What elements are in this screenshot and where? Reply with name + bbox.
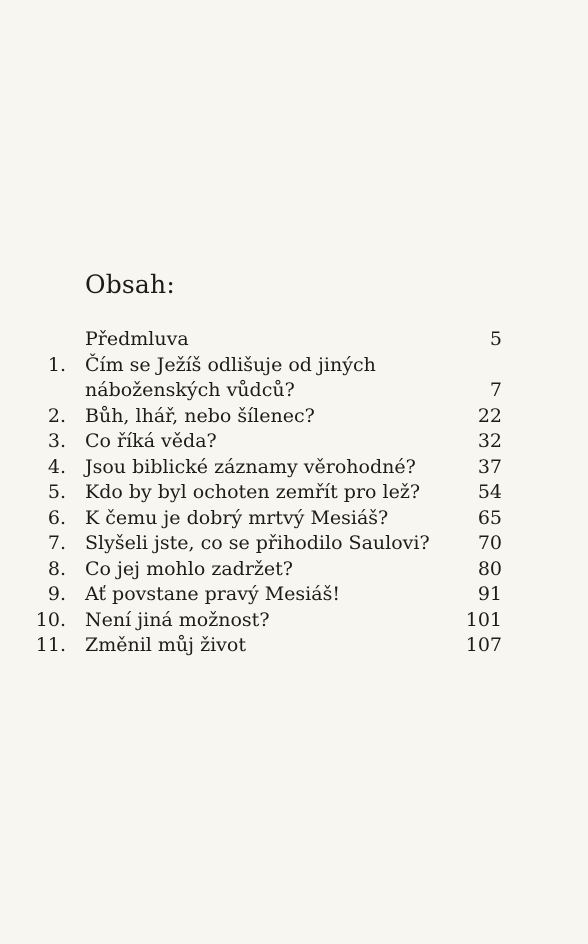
- toc-entry: [0, 327, 588, 352]
- toc-entry-title: náboženských vůdců?: [85, 379, 295, 401]
- toc-entry-number: 9.: [47, 583, 66, 605]
- toc-entry-title: Předmluva: [85, 328, 189, 350]
- toc-entry-page: 22: [477, 404, 502, 427]
- toc-entry: [0, 608, 588, 633]
- toc-entry-number: 8.: [47, 557, 66, 580]
- toc-entry: [0, 531, 588, 556]
- toc-entry: [0, 404, 588, 429]
- toc-entry-page: 5: [489, 328, 502, 350]
- toc-entry-number: 4.: [47, 455, 66, 478]
- toc-entry-title: Jsou biblické záznamy věrohodné?: [85, 455, 416, 478]
- toc-entry-page: 91: [477, 583, 502, 605]
- toc-entry-title: Bůh, lhář, nebo šílenec?: [85, 404, 315, 427]
- toc-entry: [0, 557, 588, 582]
- toc-entry-number: 6.: [47, 506, 66, 529]
- toc-entry-number: 7.: [47, 532, 66, 554]
- toc-entry-page: 65: [477, 506, 502, 529]
- toc-entry: [0, 455, 588, 480]
- toc-entry-page: 54: [477, 481, 502, 503]
- toc-entry: [0, 429, 588, 454]
- toc-entry-page: 101: [465, 608, 502, 631]
- toc-entry-title: Kdo by byl ochoten zemřít pro lež?: [85, 481, 421, 503]
- toc-entry-page: 7: [489, 379, 502, 401]
- toc-entry: [0, 353, 588, 378]
- toc-entry-number: 11.: [35, 634, 66, 656]
- toc-entry-page: 37: [477, 455, 502, 478]
- toc-entry-title: Ať povstane pravý Mesiáš!: [85, 583, 340, 605]
- toc-entry: [0, 480, 588, 505]
- toc-entry-number: 5.: [47, 481, 66, 503]
- toc-entry: [0, 378, 588, 403]
- toc-entry: [0, 506, 588, 531]
- toc-entry-title: Změnil můj život: [85, 634, 246, 656]
- toc-entry: [0, 582, 588, 607]
- toc-entry-title: Co říká věda?: [85, 430, 217, 452]
- toc-heading: Obsah:: [85, 270, 175, 299]
- toc-entry-number: 1.: [47, 353, 66, 376]
- toc-entry-title: Není jiná možnost?: [85, 608, 270, 631]
- toc-entry-page: 107: [465, 634, 502, 656]
- toc-entry-title: K čemu je dobrý mrtvý Mesiáš?: [85, 506, 389, 529]
- toc-entry-page: 70: [477, 532, 502, 554]
- toc-entry-number: 3.: [47, 430, 66, 452]
- toc-entry: [0, 633, 588, 658]
- toc-entry-number: 10.: [35, 608, 66, 631]
- toc-entry-page: 80: [477, 557, 502, 580]
- toc-entry-page: 32: [477, 430, 502, 452]
- toc-entry-number: 2.: [47, 404, 66, 427]
- toc-entry-title: Čím se Ježíš odlišuje od jiných: [85, 353, 376, 376]
- toc-entry-title: Slyšeli jste, co se přihodilo Saulovi?: [85, 532, 430, 554]
- toc-entry-title: Co jej mohlo zadržet?: [85, 557, 293, 580]
